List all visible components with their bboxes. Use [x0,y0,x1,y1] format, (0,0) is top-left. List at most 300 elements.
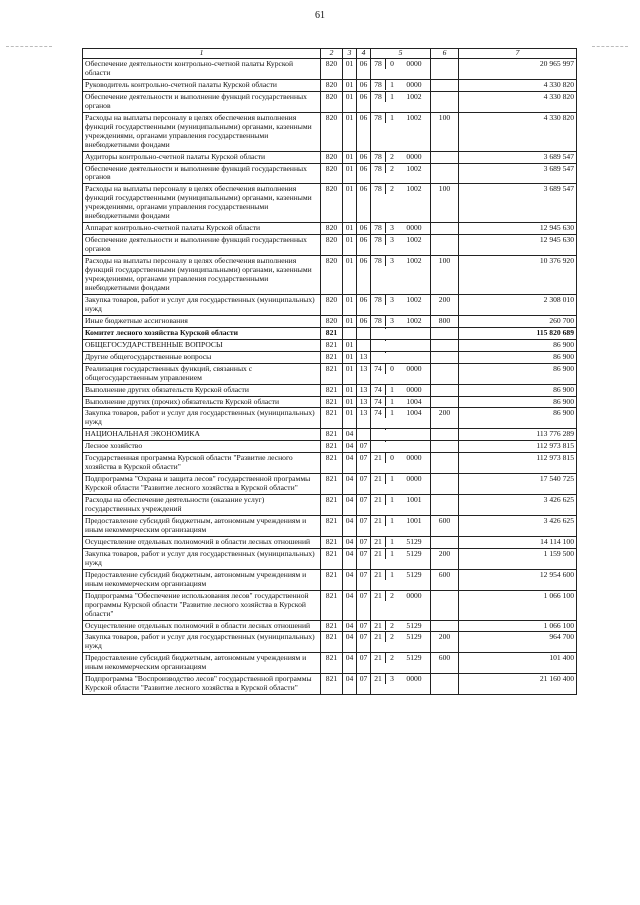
table-row [83,327,577,339]
table-row [83,674,577,695]
expense-type-cell [431,163,459,184]
target-article-cell [371,315,431,327]
program-code: 21 [371,591,386,601]
subprogram-code: 1 [390,474,394,484]
section-code-cell: 01 [343,223,357,235]
program-code: 78 [371,295,386,305]
target-article-cell [371,79,431,91]
program-code: 21 [371,621,386,631]
target-article-code [371,352,430,353]
subsection-code-cell: 07 [357,632,371,653]
subsection-code-cell: 06 [357,294,371,315]
expense-type-cell [431,674,459,695]
program-code: 21 [371,653,386,663]
subprogram-code: 1 [390,79,394,89]
subprogram-code: 1 [390,91,394,101]
row-name-cell: Аппарат контрольно-счетной палаты Курской области [83,223,321,235]
subprogram-code: 2 [390,653,394,663]
section-code-cell: 01 [343,315,357,327]
ministry-code-cell: 821 [321,474,343,495]
program-code [371,340,386,341]
ministry-code-cell: 821 [321,339,343,351]
section-code-cell: 04 [343,495,357,516]
subprogram-code: 1 [390,384,394,394]
program-code: 21 [371,632,386,642]
ministry-code-cell: 820 [321,91,343,112]
program-code: 21 [371,474,386,484]
expense-type-cell [431,453,459,474]
target-article-cell [371,515,431,536]
direction-code: 0000 [406,151,422,161]
subsection-code-cell: 07 [357,590,371,620]
table-row [83,315,577,327]
section-code-cell: 01 [343,408,357,429]
program-code: 78 [371,256,386,266]
subprogram-code: 3 [390,223,394,233]
amount-cell: 3 426 625 [459,495,577,516]
table-row [83,256,577,295]
direction-code: 1002 [406,184,422,194]
section-code-cell: 01 [343,151,357,163]
ministry-code-cell: 821 [321,515,343,536]
subsection-code-cell: 07 [357,653,371,674]
direction-code: 5129 [406,569,422,579]
expense-type-cell [431,620,459,632]
ministry-code-cell: 821 [321,441,343,453]
ministry-code-cell: 821 [321,548,343,569]
target-article-cell [371,235,431,256]
row-name-cell: Предоставление субсидий бюджетным, автономным учреждениям и иным некоммерческим организациям [83,515,321,536]
program-code: 78 [371,223,386,233]
target-article-code [371,453,430,463]
amount-cell: 86 900 [459,351,577,363]
table-row [83,569,577,590]
program-code: 21 [371,549,386,559]
expense-type-cell: 100 [431,112,459,151]
target-article-code [371,591,430,601]
amount-cell: 86 900 [459,339,577,351]
amount-cell: 86 900 [459,384,577,396]
ministry-code-cell: 821 [321,351,343,363]
program-code [371,352,386,353]
subsection-code-cell: 06 [357,151,371,163]
section-code-cell: 04 [343,569,357,590]
table-row [83,79,577,91]
section-code-cell: 01 [343,163,357,184]
subsection-code-cell: 07 [357,515,371,536]
row-name-cell: Выполнение других (прочих) обязательств Курской области [83,396,321,408]
target-article-code [371,256,430,266]
program-code: 21 [371,570,386,580]
row-name-cell: Расходы на выплаты персоналу в целях обеспечения выполнения функций государственными (муниципальными) органами, казенными учреждениями, органами управления государственными внебюджетными фондами [83,256,321,295]
direction-code: 1002 [406,235,422,245]
direction-code: 5129 [406,653,422,663]
table-row [83,59,577,80]
target-article-cell [371,474,431,495]
amount-cell: 86 900 [459,363,577,384]
subprogram-code [386,352,398,353]
program-code: 21 [371,495,386,505]
ministry-code-cell: 821 [321,396,343,408]
ministry-code-cell: 820 [321,79,343,91]
expense-type-cell [431,495,459,516]
row-name-cell: Подпрограмма "Обеспечение использования лесов" государственной программы Курской области "Развитие лесного хозяйства в Курской области" [83,590,321,620]
table-row [83,474,577,495]
table-row [83,653,577,674]
expense-type-cell: 200 [431,294,459,315]
ministry-code-cell: 821 [321,429,343,441]
subsection-code-cell: 06 [357,79,371,91]
direction-code: 0000 [406,59,422,68]
target-article-code [371,632,430,642]
target-article-cell [371,151,431,163]
direction-code: 5129 [406,632,422,642]
amount-cell: 86 900 [459,396,577,408]
column-header: 4 [357,49,371,59]
target-article-cell [371,396,431,408]
subsection-code-cell: 06 [357,223,371,235]
ministry-code-cell: 820 [321,112,343,151]
ministry-code-cell: 821 [321,569,343,590]
expense-type-cell [431,223,459,235]
program-code: 78 [371,113,386,123]
expense-type-cell: 200 [431,632,459,653]
subprogram-code [386,340,398,341]
row-name-cell: Реализация государственных функций, связанных с общегосударственным управлением [83,363,321,384]
row-name-cell: Подпрограмма "Охрана и защита лесов" государственной программы Курской области "Развитие лесного хозяйства в Курской области" [83,474,321,495]
target-article-cell [371,59,431,80]
subsection-code-cell: 06 [357,256,371,295]
subsection-code-cell: 06 [357,112,371,151]
direction-code: 1001 [406,515,422,525]
section-code-cell [343,327,357,339]
target-article-code [371,164,430,174]
table-row [83,620,577,632]
target-article-cell [371,384,431,396]
target-article-code [371,364,430,374]
target-article-cell [371,184,431,223]
direction-code: 0000 [406,590,422,600]
section-code-cell: 04 [343,441,357,453]
direction-code: 5129 [406,620,422,630]
direction-code: 0000 [406,674,422,684]
subsection-code-cell: 07 [357,548,371,569]
program-code [371,429,386,430]
target-article-code [371,184,430,194]
column-header: 6 [431,49,459,59]
target-article-code [371,223,430,233]
subprogram-code: 2 [390,151,394,161]
program-code: 21 [371,516,386,526]
ministry-code-cell: 821 [321,674,343,695]
program-code: 21 [371,453,386,463]
amount-cell: 1 066 100 [459,620,577,632]
program-code: 74 [371,397,386,407]
target-article-code [371,295,430,305]
amount-cell: 12 945 630 [459,223,577,235]
target-article-code [371,113,430,123]
row-name-cell: Закупка товаров, работ и услуг для государственных (муниципальных) нужд [83,408,321,429]
ministry-code-cell: 821 [321,408,343,429]
expense-type-cell: 600 [431,515,459,536]
amount-cell: 112 973 815 [459,453,577,474]
column-header: 7 [459,49,577,59]
direction-code: 1004 [406,408,422,418]
direction-code: 1002 [406,315,422,325]
expense-type-cell [431,327,459,339]
table-row [83,223,577,235]
expense-type-cell [431,384,459,396]
target-article-cell [371,429,431,441]
subprogram-code: 0 [390,453,394,463]
direction-code: 1004 [406,396,422,406]
program-code: 78 [371,80,386,90]
ministry-code-cell: 821 [321,327,343,339]
target-article-code [371,674,430,684]
ministry-code-cell: 821 [321,620,343,632]
table-row [83,91,577,112]
subsection-code-cell: 07 [357,620,371,632]
amount-cell: 86 900 [459,408,577,429]
program-code: 78 [371,92,386,102]
row-name-cell: Расходы на выплаты персоналу в целях обеспечения выполнения функций государственными (муниципальными) органами, казенными учреждениями, органами управления государственными внебюджетными фондами [83,112,321,151]
table-row [83,495,577,516]
column-header: 5 [371,49,431,59]
expense-type-cell: 200 [431,408,459,429]
subprogram-code: 1 [390,408,394,418]
amount-cell: 101 400 [459,653,577,674]
target-article-cell [371,408,431,429]
target-article-cell [371,620,431,632]
table-row [83,363,577,384]
amount-cell: 1 066 100 [459,590,577,620]
target-article-code [371,441,430,442]
subsection-code-cell: 06 [357,184,371,223]
column-header: 3 [343,49,357,59]
expense-type-cell [431,363,459,384]
subsection-code-cell [357,429,371,441]
direction-code [398,352,430,353]
subprogram-code: 2 [390,632,394,642]
ministry-code-cell: 821 [321,453,343,474]
subprogram-code: 1 [390,548,394,558]
expense-type-cell [431,536,459,548]
section-code-cell: 04 [343,674,357,695]
row-name-cell: Обеспечение деятельности контрольно-счетной палаты Курской области [83,59,321,80]
direction-code: 1002 [406,294,422,304]
amount-cell: 115 820 689 [459,327,577,339]
section-code-cell: 04 [343,474,357,495]
target-article-code [371,653,430,663]
amount-cell: 14 114 100 [459,536,577,548]
ministry-code-cell: 821 [321,632,343,653]
amount-cell: 112 973 815 [459,441,577,453]
expense-type-cell: 200 [431,548,459,569]
target-article-code [371,385,430,395]
target-article-cell [371,351,431,363]
expense-type-cell [431,590,459,620]
target-article-code [371,570,430,580]
amount-cell: 1 159 500 [459,548,577,569]
section-code-cell: 01 [343,91,357,112]
target-article-code [371,92,430,102]
table-header-row [83,49,577,59]
direction-code [398,328,430,329]
target-article-cell [371,91,431,112]
target-article-code [371,516,430,526]
direction-code: 5129 [406,548,422,558]
expense-type-cell [431,474,459,495]
expense-type-cell [431,151,459,163]
amount-cell: 3 689 547 [459,163,577,184]
table-row [83,632,577,653]
row-name-cell: Иные бюджетные ассигнования [83,315,321,327]
table-row [83,235,577,256]
target-article-code [371,429,430,430]
table-row [83,184,577,223]
section-code-cell: 04 [343,590,357,620]
subprogram-code: 1 [390,495,394,505]
subsection-code-cell: 07 [357,453,371,474]
direction-code: 0000 [406,384,422,394]
subprogram-code: 0 [390,363,394,373]
subsection-code-cell: 13 [357,384,371,396]
subprogram-code: 3 [390,294,394,304]
subprogram-code: 1 [390,396,394,406]
target-article-cell [371,327,431,339]
table-body [83,49,577,695]
direction-code: 0000 [406,363,422,373]
target-article-code [371,59,430,69]
amount-cell: 20 965 997 [459,59,577,80]
table-row [83,429,577,441]
table-row [83,294,577,315]
direction-code: 0000 [406,223,422,233]
subsection-code-cell: 07 [357,569,371,590]
program-code: 78 [371,152,386,162]
target-article-cell [371,632,431,653]
target-article-cell [371,256,431,295]
subprogram-code: 3 [390,235,394,245]
section-code-cell: 01 [343,351,357,363]
expense-type-cell [431,91,459,112]
subprogram-code: 3 [390,256,394,266]
row-name-cell: Другие общегосударственные вопросы [83,351,321,363]
section-code-cell: 01 [343,396,357,408]
expense-type-cell [431,396,459,408]
program-code: 74 [371,364,386,374]
subprogram-code: 1 [390,569,394,579]
subprogram-code [386,441,398,442]
direction-code [398,429,430,430]
subsection-code-cell: 07 [357,674,371,695]
target-article-cell [371,674,431,695]
subsection-code-cell: 06 [357,235,371,256]
subsection-code-cell: 06 [357,315,371,327]
target-article-cell [371,495,431,516]
target-article-code [371,495,430,505]
row-name-cell: Аудиторы контрольно-счетной палаты Курской области [83,151,321,163]
expense-type-cell [431,339,459,351]
ministry-code-cell: 821 [321,363,343,384]
subprogram-code: 3 [390,315,394,325]
target-article-cell [371,590,431,620]
target-article-cell [371,548,431,569]
section-code-cell: 04 [343,632,357,653]
expense-type-cell [431,59,459,80]
program-code: 74 [371,385,386,395]
program-code: 78 [371,184,386,194]
amount-cell: 4 330 820 [459,112,577,151]
amount-cell: 4 330 820 [459,79,577,91]
budget-table [82,48,577,695]
table-row [83,351,577,363]
row-name-cell: Государственная программа Курской области "Развитие лесного хозяйства в Курской области" [83,453,321,474]
row-name-cell: Руководитель контрольно-счетной палаты Курской области [83,79,321,91]
subprogram-code: 0 [390,59,394,68]
target-article-cell [371,569,431,590]
subsection-code-cell: 06 [357,59,371,80]
target-article-code [371,621,430,631]
target-article-code [371,340,430,341]
section-code-cell: 04 [343,536,357,548]
expense-type-cell [431,429,459,441]
table-row [83,536,577,548]
table-row [83,548,577,569]
row-name-cell: Расходы на выплаты персоналу в целях обеспечения выполнения функций государственными (муниципальными) органами, казенными учреждениями, органами управления государственными внебюджетными фондами [83,184,321,223]
ministry-code-cell: 820 [321,59,343,80]
table-row [83,441,577,453]
subsection-code-cell: 13 [357,351,371,363]
amount-cell: 10 376 920 [459,256,577,295]
direction-code: 1002 [406,163,422,173]
row-name-cell: Обеспечение деятельности и выполнение функций государственных органов [83,163,321,184]
subsection-code-cell: 06 [357,163,371,184]
table-row [83,590,577,620]
table-row [83,396,577,408]
ministry-code-cell: 820 [321,163,343,184]
expense-type-cell [431,79,459,91]
program-code: 78 [371,316,386,326]
table-row [83,384,577,396]
section-code-cell: 01 [343,363,357,384]
table-row [83,453,577,474]
amount-cell: 2 308 010 [459,294,577,315]
program-code: 78 [371,164,386,174]
direction-code [398,340,430,341]
subsection-code-cell: 07 [357,474,371,495]
ministry-code-cell: 821 [321,653,343,674]
row-name-cell: Осуществление отдельных полномочий в области лесных отношений [83,620,321,632]
table-row [83,515,577,536]
target-article-cell [371,163,431,184]
amount-cell: 17 540 725 [459,474,577,495]
subprogram-code: 3 [390,674,394,684]
direction-code: 0000 [406,474,422,484]
amount-cell: 12 954 600 [459,569,577,590]
target-article-cell [371,453,431,474]
target-article-code [371,316,430,326]
subprogram-code: 2 [390,184,394,194]
amount-cell: 21 160 400 [459,674,577,695]
row-name-cell: Комитет лесного хозяйства Курской области [83,327,321,339]
subsection-code-cell [357,327,371,339]
target-article-code [371,397,430,407]
ministry-code-cell: 820 [321,184,343,223]
ministry-code-cell: 820 [321,223,343,235]
target-article-cell [371,294,431,315]
subprogram-code: 1 [390,536,394,546]
